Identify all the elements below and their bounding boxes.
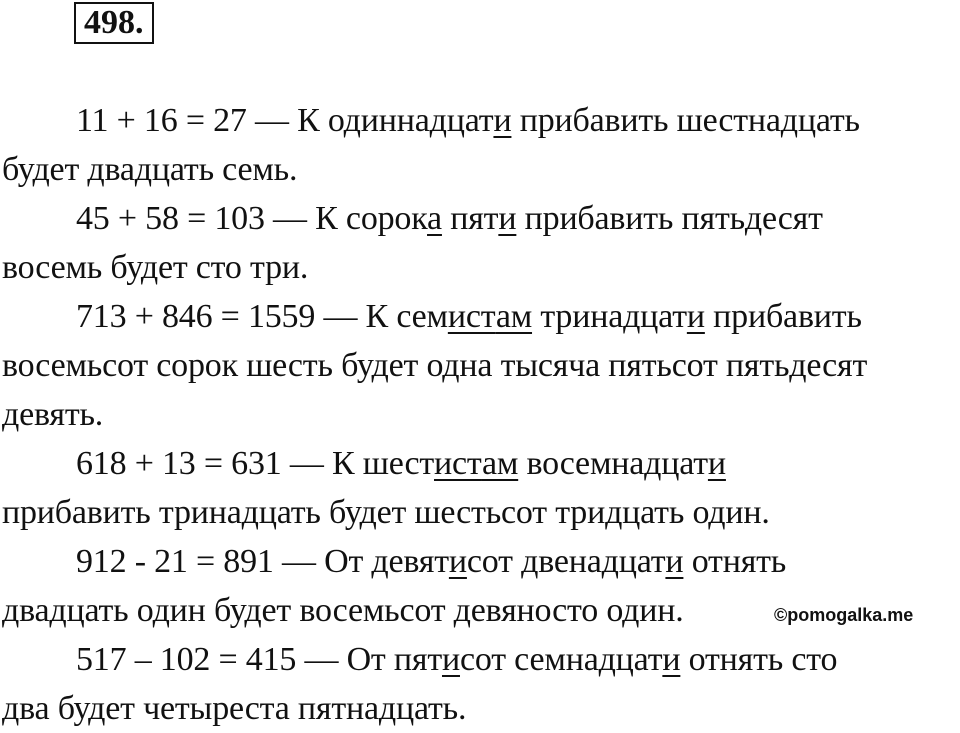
text-segment: прибавить <box>704 298 862 335</box>
underlined-letter: и <box>665 543 684 580</box>
text-segment: два будет четыреста пятнадцать. <box>2 690 467 727</box>
text-segment: 45 + 58 = 103 — К сорок <box>76 200 428 237</box>
solution-text <box>0 96 960 733</box>
task-number-box <box>74 2 154 44</box>
text-line <box>0 194 960 243</box>
text-segment: отнять сто <box>680 641 838 678</box>
text-segment: восемьсот сорок шесть будет одна тысяча пятьсот пятьдесят <box>2 347 868 384</box>
text-segment: 517 – 102 = 415 — От пят <box>76 641 442 678</box>
text-segment: девять. <box>2 396 104 433</box>
text-line <box>0 390 960 439</box>
watermark: ©pomogalka.me <box>774 605 914 625</box>
text-segment: восемнадцат <box>518 445 708 482</box>
text-segment: сот двенадцат <box>466 543 666 580</box>
underlined-letter: ам <box>481 445 519 482</box>
underlined-letter: и <box>448 543 467 580</box>
underlined-letter: ист <box>434 445 482 482</box>
underlined-letter: и <box>662 641 681 678</box>
text-segment: сот семнадцат <box>459 641 663 678</box>
text-line <box>0 684 960 733</box>
text-segment: двадцать один будет восемьсот девяносто один. <box>2 592 684 629</box>
text-line <box>0 537 960 586</box>
underlined-letter: и <box>493 102 512 139</box>
text-segment: пят <box>441 200 499 237</box>
text-segment: тринадцат <box>532 298 687 335</box>
underlined-letter: и <box>686 298 705 335</box>
text-line <box>0 341 960 390</box>
text-segment: 618 + 13 = 631 — К шест <box>76 445 434 482</box>
text-line <box>0 635 960 684</box>
text-line <box>0 292 960 341</box>
text-line <box>0 96 960 145</box>
text-segment: прибавить тринадцать будет шестьсот тридцать один. <box>2 494 770 531</box>
underlined-letter: ам <box>495 298 533 335</box>
text-segment: 713 + 846 = 1559 — К сем <box>76 298 448 335</box>
underlined-letter: и <box>707 445 726 482</box>
underlined-letter: и <box>441 641 460 678</box>
text-line <box>0 488 960 537</box>
text-segment: прибавить пятьдесят <box>516 200 823 237</box>
text-line <box>0 439 960 488</box>
underlined-letter: и <box>498 200 517 237</box>
text-segment: прибавить шестнадцать <box>511 102 860 139</box>
underlined-letter: а <box>427 200 442 237</box>
text-segment: восемь будет сто три. <box>2 249 309 286</box>
text-segment: будет двадцать семь. <box>2 151 298 188</box>
text-segment: отнять <box>683 543 787 580</box>
text-segment: 912 - 21 = 891 — От девят <box>76 543 449 580</box>
text-line <box>0 145 960 194</box>
text-segment: 11 + 16 = 27 — К одиннадцат <box>76 102 494 139</box>
underlined-letter: ист <box>447 298 496 335</box>
text-line <box>0 243 960 292</box>
task-number: 498. <box>84 4 144 41</box>
